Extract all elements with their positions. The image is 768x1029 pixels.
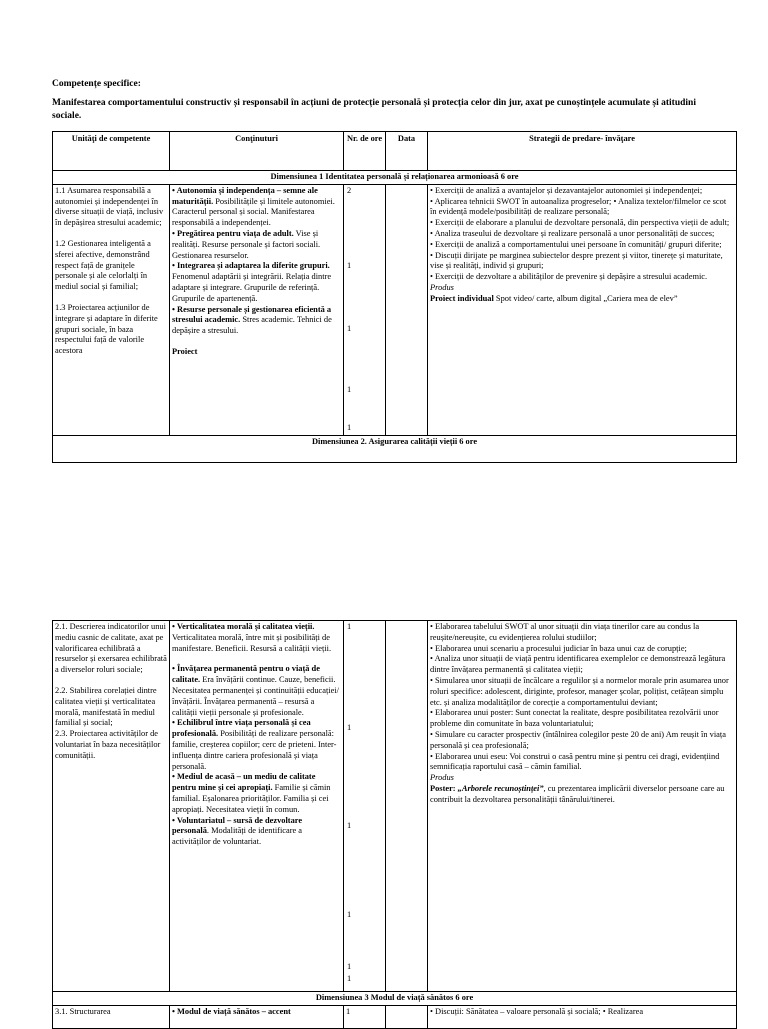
ore-value: 1 xyxy=(347,962,352,971)
competenta-item: 2.2. Stabilirea corelației dintre calitatea vieții și verticalitatea morală, manifestată în mediul familial și social; xyxy=(55,685,157,728)
strategie-item: • Aplicarea tehnicii SWOT în autoanaliza progreselor; • Analiza textelor/filmelor ce scot în evidență modele/posibilități de realizare personală; xyxy=(430,196,727,217)
dimension-1-title: Dimensiunea 1 Identitatea personală și relaționarea armonioasă 6 ore xyxy=(53,171,737,185)
dimension-2-title: Dimensiunea 2. Asigurarea calității vieții 6 ore xyxy=(53,435,737,462)
produs-item: Poster: „Arborele recunoștinței”, cu prezentarea implicării diverselor persoane care au contribuit la dezvoltarea personalității tânărului/tinerei. xyxy=(430,783,725,804)
data-cell xyxy=(386,184,428,435)
strategii-cell: • Discuții: Sănătatea – valoare personală și socială; • Realizarea xyxy=(428,1005,737,1028)
strategie-item: • Elaborarea unui eseu: Voi construi o casă pentru mine și pentru cei dragi, evidențiind semnificația raportului casă – cămin familial. xyxy=(430,751,720,772)
strategie-item: • Exerciții de dezvoltare a abilităților de prevenire și depășire a stresului academic. xyxy=(430,272,708,282)
ore-value: 1 xyxy=(347,974,352,983)
ore-cell: 1 xyxy=(344,1005,386,1028)
col-header-continuturi: Conţinuturi xyxy=(170,132,344,171)
table-row xyxy=(53,621,737,992)
competente-cell xyxy=(53,184,170,435)
data-cell xyxy=(386,1005,428,1028)
ore-value: 1 xyxy=(347,260,352,270)
dimension-row xyxy=(53,171,737,185)
col-header-ore: Nr. de ore xyxy=(344,132,386,171)
intro-heading: Manifestarea comportamentului constructiv și responsabil în acțiuni de protecție personală și protecția celor din jur, axat pe cunoștințele acumulate și atitudini sociale. xyxy=(52,98,696,121)
continuturi-cell xyxy=(170,184,344,435)
col-header-strategii: Strategii de predare- învăţare xyxy=(428,132,737,171)
continut-item: • Resurse personale și gestionarea eficientă a stresului academic. Stres academic. Tehnici de depășire a stresului. xyxy=(172,304,332,336)
competente-cell: 3.1. Structurarea xyxy=(53,1005,170,1028)
produs-label: Produs xyxy=(430,282,454,292)
table-header-row xyxy=(53,132,737,171)
strategie-item: • Simulare cu caracter prospectiv (întâlnirea colegilor peste 20 de ani) Am reușit în viața personală și cea profesională; xyxy=(430,729,726,750)
ore-value: 1 xyxy=(347,723,352,732)
dimension-row xyxy=(53,435,737,462)
strategie-item: • Elaborarea unui poster: Sunt conectat la realitate, despre posibilitatea rezolvării unor probleme din comunitate în baza voluntariatului; xyxy=(430,708,719,729)
competente-cell xyxy=(53,621,170,992)
col-header-unitati: Unităţi de competente xyxy=(53,132,170,171)
strategie-item: • Exerciții de elaborare a planului de dezvoltare personală, din perspectiva vieții de adult; xyxy=(430,218,730,228)
competenta-item: 1.2 Gestionarea inteligentă a sferei afective, demonstrând respect față de granițele personale și ale celorlalți în mediul social și familial; xyxy=(55,238,151,292)
continut-item: • Integrarea și adaptarea la diferite grupuri. Fenomenul adaptării și integrării. Relația dintre adaptare și integrare. Grupurile de referință. Grupurile de apartenență. xyxy=(172,261,332,303)
data-cell xyxy=(386,621,428,992)
ore-value: 1 xyxy=(347,910,352,919)
competente-heading: Competențe specifice: xyxy=(52,79,141,89)
continuturi-cell xyxy=(170,621,344,992)
competenta-item: 2.1. Descrierea indicatorilor unui mediu casnic de calitate, axat pe valorificarea echilibrată a resurselor și exersarea echilibrată a diverselor roluri sociale; xyxy=(55,622,167,675)
dimension-row xyxy=(53,992,737,1006)
strategie-item: • Elaborarea unui scenariu a procesului judiciar în baza unui caz de corupție; xyxy=(430,643,687,653)
ore-value: 2 xyxy=(347,185,352,195)
strategii-cell xyxy=(428,621,737,992)
curriculum-table-part2 xyxy=(52,620,737,1029)
strategie-item: • Exerciții de analiză a comportamentului unei persoane în comunități/ grupuri diferite; xyxy=(430,239,722,249)
strategie-item: • Simularea unor situații de încălcare a regulilor și a normelor morale prin asumarea unor roluri specifice: adolescent, diriginte, profesor, manager școlar, polițist, cetățean simplu etc. și analiza modalităților de corecție a comportamentului deviant; xyxy=(430,675,729,707)
produs-label: Produs xyxy=(430,773,454,783)
ore-cell xyxy=(344,184,386,435)
ore-value: 1 xyxy=(347,422,352,432)
ore-cell xyxy=(344,621,386,992)
curriculum-table-part1 xyxy=(52,131,737,463)
strategie-item: • Exerciții de analiză a avantajelor și dezavantajelor autonomiei și independenței; xyxy=(430,185,703,195)
continut-item: • Învățarea permanentă pentru o viață de calitate. Era învățării continue. Cauze, beneficii. Necesitatea permanenței și continuității educației/învățării. Învățarea permanentă – resursă a calității vieții personale și profesionale. xyxy=(172,664,339,717)
table-row xyxy=(53,1005,737,1028)
ore-value: 1 xyxy=(347,384,352,394)
continut-item: • Pregătirea pentru viața de adult. Vise și realități. Resurse personale și factori sociali. Gestionarea resurselor. xyxy=(172,228,321,260)
dimension-3-title: Dimensiunea 3 Modul de viață sănătos 6 ore xyxy=(53,992,737,1006)
strategii-cell xyxy=(428,184,737,435)
continut-item: • Mediul de acasă – un mediu de calitate pentru mine și cei apropiați. Familie și cămin familial. Eșalonarea priorităților. Familia și cei apropiați. Necesitatea vieții în comun. xyxy=(172,772,331,814)
strategie-item: • Analiza traseului de dezvoltare și realizare personală a unor personalități de succes; xyxy=(430,228,715,238)
col-header-data: Data xyxy=(386,132,428,171)
ore-value: 1 xyxy=(347,821,352,830)
continut-item: • Echilibrul între viața personală și cea profesională. Posibilități de realizare personală: familie, creșterea copiilor; cerc de prieteni. Inter-influența dintre cariera profesională și viața personală. xyxy=(172,718,337,771)
continut-item: • Verticalitatea morală și calitatea vieții. Verticalitatea morală, între mit și posibilități de manifestare. Beneficii. Resursă a calității vieții. xyxy=(172,622,332,653)
continut-item: • Voluntariatul – sursă de dezvoltare personală. Modalități de identificare a activităților de voluntariat. xyxy=(172,815,303,847)
continut-item: • Autonomia și independența – semne ale maturității. Posibilitățile și limitele autonomiei. Caracterul personal și social. Manifestarea responsabilă a independenței. xyxy=(172,185,335,228)
table-row xyxy=(53,184,737,435)
continut-item: Proiect xyxy=(172,346,198,356)
competenta-item: 1.1 Asumarea responsabilă a autonomiei și independenței în diverse situații de viață, inclusiv în depășirea stresului academic; xyxy=(55,185,164,228)
competenta-item: 1.3 Proiectarea acțiunilor de integrare și adaptare în diferite grupuri sociale, în baza respectului față de valorile acestora xyxy=(55,302,158,356)
strategie-item: • Discuții dirijate pe marginea subiectelor despre prezent și viitor, tinerețe și maturitate, vise și realități, individ și grupuri; xyxy=(430,250,723,271)
strategie-item: • Elaborarea tabelului SWOT al unor situații din viața tinerilor care au condus la reușite/nereușite, cu evidențierea rolului studiilor; xyxy=(430,622,700,642)
ore-value: 1 xyxy=(347,323,352,333)
produs-item: Proiect individual Spot video/ carte, album digital „Cariera mea de elev” xyxy=(430,293,678,303)
continuturi-cell: • Modul de viață sănătos – accent xyxy=(170,1005,344,1028)
strategie-item: • Analiza unor situații de viață pentru identificarea exemplelor ce demonstrează legătura dintre învățarea permanentă și calitatea vieții; xyxy=(430,654,726,675)
ore-value: 1 xyxy=(347,622,352,631)
competenta-item: 2.3. Proiectarea activităților de voluntariat în baza necesităților comunității. xyxy=(55,729,161,760)
